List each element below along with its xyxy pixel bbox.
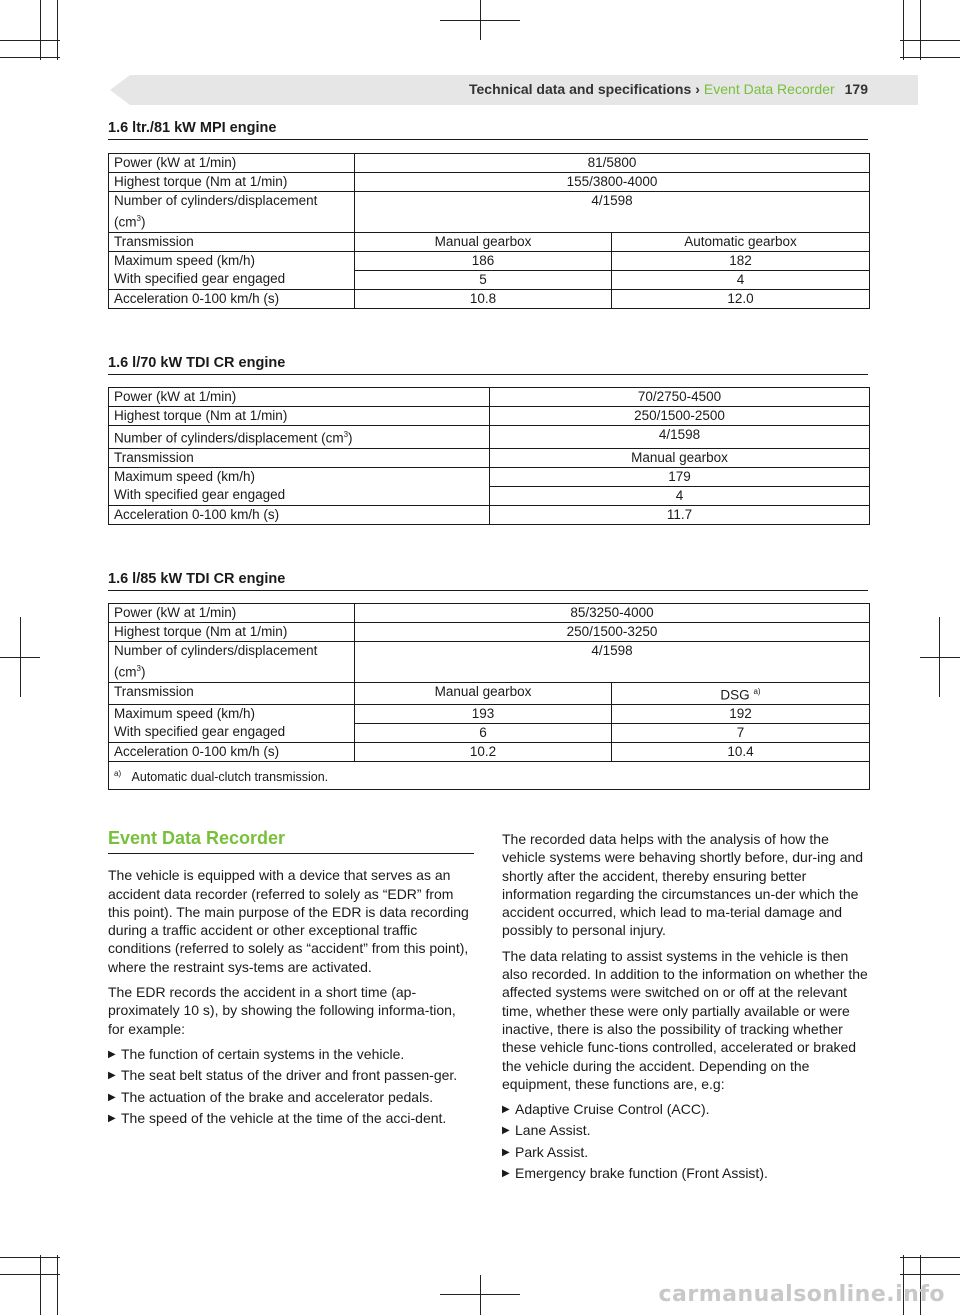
table-row [109, 407, 870, 426]
table-row [109, 192, 870, 233]
crop-mark [440, 1294, 520, 1295]
row-value: 7 [612, 724, 870, 743]
crop-mark [920, 0, 921, 60]
row-value: 11.7 [490, 505, 870, 524]
page-number: 179 [844, 81, 868, 97]
row-value: 70/2750-4500 [490, 388, 870, 407]
row-value: 6 [355, 724, 612, 743]
row-value: 10.2 [355, 743, 612, 762]
crop-mark [903, 0, 904, 60]
crop-mark [0, 657, 40, 658]
engine3-title: 1.6 l/85 kW TDI CR engine [108, 571, 868, 591]
watermark: carmanualsonline.info [658, 1282, 945, 1307]
row-label: Maximum speed (km/h) With specified gear engaged [109, 251, 355, 289]
crop-mark [440, 20, 520, 21]
row-value: Manual gearbox [355, 232, 612, 251]
section-heading: Event Data Recorder [108, 829, 474, 854]
paragraph: The recorded data helps with the analysis of how the vehicle systems were behaving shortly before, dur-ing and shortly after the accident, thereby ensuring better information regarding the circumstances un-der which the accident occurred, which lead to ma-terial damage and possibly to personal injury. [502, 831, 864, 939]
table-row [109, 173, 870, 192]
list-item: ▶ Lane Assist. [502, 1121, 868, 1139]
row-label: Number of cylinders/displacement $(cm^3)$ [109, 426, 490, 449]
list-item: ▶ The actuation of the brake and accelerator pedals. [108, 1088, 474, 1106]
crop-mark [900, 1257, 960, 1258]
crop-mark [40, 1255, 41, 1315]
edr-right-column [502, 830, 868, 1188]
list-item: ▶ The speed of the vehicle at the time of the acci-dent. [108, 1109, 474, 1127]
engine2-title: 1.6 l/70 kW TDI CR engine [108, 355, 868, 375]
breadcrumb-separator: › [695, 81, 700, 97]
table-row [109, 232, 870, 251]
table-row [109, 743, 870, 762]
crop-mark [0, 57, 60, 58]
crop-mark [57, 1255, 58, 1315]
row-label: Acceleration 0-100 km/h (s) [109, 505, 490, 524]
bullet-arrow-icon: ▶ [108, 1048, 116, 1060]
list-item: ▶ Emergency brake function (Front Assist). [502, 1164, 868, 1182]
paragraph: The vehicle is equipped with a device that serves as an accident data recorder (referred to solely as “EDR” from this point). The main purpose of the EDR is data recording during a traffic accident or other exceptional traffic conditions (referred to solely as “accident” from this point), where the restraint sys-tems are activated. [108, 867, 469, 975]
engine1-title: 1.6 ltr./81 kW MPI engine [108, 120, 868, 140]
table-row [109, 505, 870, 524]
table-row [109, 251, 870, 270]
bullet-arrow-icon: ▶ [108, 1070, 116, 1082]
crop-mark [900, 40, 960, 41]
row-label: Transmission [109, 682, 355, 705]
bullet-arrow-icon: ▶ [502, 1168, 510, 1180]
table-row [109, 289, 870, 308]
row-value: 193 [355, 705, 612, 724]
row-label: Maximum speed (km/h) With specified gear engaged [109, 705, 355, 743]
bullet-list [502, 1100, 868, 1182]
row-value: DSG $^{a)}$ [612, 682, 870, 705]
crop-mark [0, 40, 60, 41]
bullet-list [108, 1045, 474, 1127]
table-row [109, 604, 870, 623]
row-label: Transmission [109, 232, 355, 251]
row-label: Highest torque (Nm at 1/min) [109, 407, 490, 426]
table-row [109, 467, 870, 486]
row-value: 186 [355, 251, 612, 270]
row-value: 85/3250-4000 [355, 604, 870, 623]
list-item: ▶ Park Assist. [502, 1143, 868, 1161]
crop-mark [40, 0, 41, 60]
bullet-arrow-icon: ▶ [108, 1112, 116, 1124]
row-value: 155/3800-4000 [355, 173, 870, 192]
row-value: 250/1500-2500 [490, 407, 870, 426]
list-item: ▶ The seat belt status of the driver and front passen-ger. [108, 1066, 474, 1084]
row-value: 250/1500-3250 [355, 623, 870, 642]
table-row [109, 388, 870, 407]
crop-mark [57, 0, 58, 60]
row-value: 81/5800 [355, 154, 870, 173]
row-value: 4/1598 [355, 642, 870, 683]
row-value: 179 [490, 467, 870, 486]
crop-mark [0, 1257, 60, 1258]
row-label: Number of cylinders/displacement $(cm^3)$ [109, 642, 355, 683]
row-value: Manual gearbox [355, 682, 612, 705]
engine2-spec-table [108, 387, 870, 525]
table-footnote: $^{a)}$ Automatic dual-clutch transmission. [109, 762, 870, 790]
bullet-arrow-icon: ▶ [502, 1125, 510, 1137]
edr-left-column [108, 829, 474, 1133]
row-label: Power (kW at 1/min) [109, 388, 490, 407]
row-label: Power (kW at 1/min) [109, 154, 355, 173]
row-value: 192 [612, 705, 870, 724]
row-value: 4/1598 [490, 426, 870, 449]
table-row [109, 642, 870, 683]
row-label: Acceleration 0-100 km/h (s) [109, 289, 355, 308]
row-label: Maximum speed (km/h) With specified gear engaged [109, 467, 490, 505]
list-item: ▶ Adaptive Cruise Control (ACC). [502, 1100, 868, 1118]
row-value: 4 [490, 486, 870, 505]
row-label: Power (kW at 1/min) [109, 604, 355, 623]
list-item: ▶ The function of certain systems in the vehicle. [108, 1045, 474, 1063]
row-label: Highest torque (Nm at 1/min) [109, 173, 355, 192]
paragraph: The EDR records the accident in a short time (ap-proximately 10 s), by showing the following informa-tion, for example: [108, 984, 456, 1037]
row-label: Transmission [109, 448, 490, 467]
table-row [109, 154, 870, 173]
row-value: 182 [612, 251, 870, 270]
bullet-arrow-icon: ▶ [502, 1146, 510, 1158]
bullet-arrow-icon: ▶ [502, 1104, 510, 1116]
table-row [109, 682, 870, 705]
row-value: Automatic gearbox [612, 232, 870, 251]
row-value: 10.4 [612, 743, 870, 762]
row-label: Acceleration 0-100 km/h (s) [109, 743, 355, 762]
table-row [109, 448, 870, 467]
crop-mark [480, 1275, 481, 1315]
row-label: Number of cylinders/displacement $(cm^3)$ [109, 192, 355, 233]
row-value: 10.8 [355, 289, 612, 308]
bullet-arrow-icon: ▶ [108, 1091, 116, 1103]
crop-mark [900, 1274, 960, 1275]
crop-mark [0, 1274, 60, 1275]
table-row [109, 762, 870, 790]
section-title: Event Data Recorder [703, 81, 835, 97]
chapter-title: Technical data and specifications [468, 81, 692, 97]
crop-mark [900, 57, 960, 58]
row-value: 5 [355, 270, 612, 289]
running-header [469, 81, 868, 97]
row-value: 12.0 [612, 289, 870, 308]
table-row [109, 623, 870, 642]
engine3-spec-table [108, 603, 870, 790]
row-label: Highest torque (Nm at 1/min) [109, 623, 355, 642]
table-row [109, 426, 870, 449]
row-value: Manual gearbox [490, 448, 870, 467]
crop-mark [920, 657, 960, 658]
row-value: 4/1598 [355, 192, 870, 233]
paragraph: The data relating to assist systems in the vehicle is then also recorded. In addition to the information on whether the affected systems were switched on or off at the relevant time, whether these were only partially available or were inactive, there is also the possibility of tracking whether these vehicle func-tions controlled, accelerated or braked the vehicle during the accident. Depending on the equipment, these functions are, e.g: [502, 947, 868, 1092]
table-row [109, 705, 870, 724]
engine1-spec-table [108, 153, 870, 309]
footnote-ref: a) [753, 686, 761, 696]
row-value: 4 [612, 270, 870, 289]
